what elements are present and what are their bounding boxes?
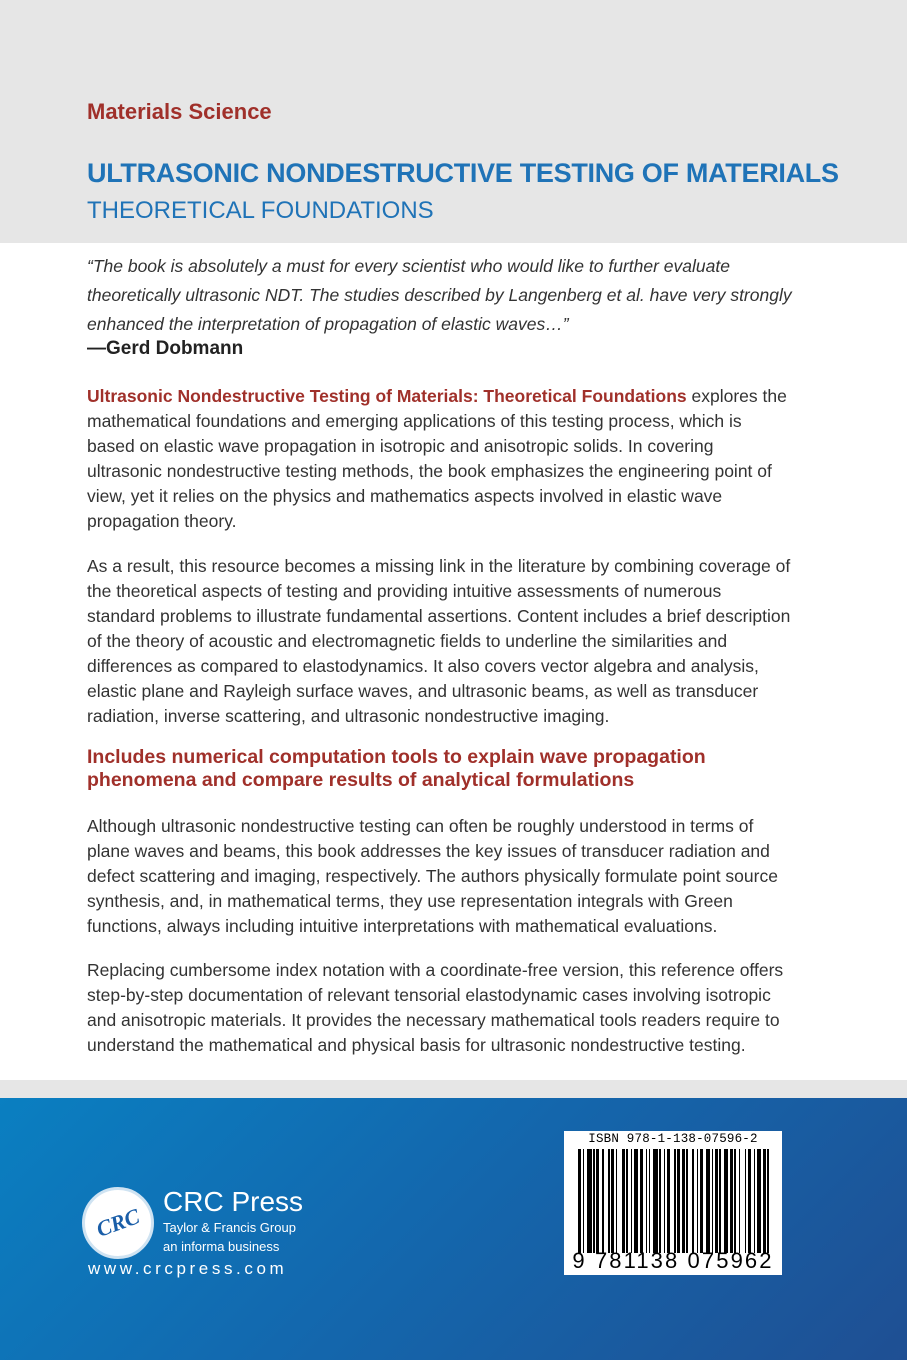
footer-divider: [0, 1080, 907, 1098]
description-paragraph-2: As a result, this resource becomes a missing link in the literature by combining coverage of the theoretical aspects of testing and providing intuitive assessments of numerous standard problems to illustrate fundamental assertions. Content includes a brief description of the theory of acoustic and electromagnetic fields to underline the similarities and differences as compared to elastodynamics. It also covers vector algebra and analysis, elastic plane and Rayleigh surface waves, and ultrasonic beams, as well as transducer radiation, inverse scattering, and ultrasonic nondestructive imaging.: [87, 556, 791, 726]
description-paragraph-4: Replacing cumbersome index notation with a coordinate-free version, this reference offers step-by-step documentation of relevant tensorial elastodynamic cases involving isotropic and anisotropic materials. It provides the necessary mathematical tools readers require to understand the mathematical and physical basis for ultrasonic nondestructive testing.: [87, 960, 784, 1055]
endorsement-quote: “The book is absolutely a must for every scientist who would like to further evaluate theoretically ultrasonic NDT. The studies described by Langenberg et al. have very strongly enhanced the interpretation of propagation of elastic waves…”: [87, 256, 792, 334]
publisher-name: CRC Press: [163, 1186, 304, 1217]
description-paragraph-1: [87, 384, 793, 534]
category-label: Materials Science: [87, 99, 272, 124]
description-paragraph-3: Although ultrasonic nondestructive testing can often be roughly understood in terms of plane waves and beams, this book addresses the key issues of transducer radiation and defect scattering and imaging, respectively. The authors physically formulate point source synthesis, and, in mathematical terms, they use representation integrals with Green functions, always including intuitive interpretations with mathematical evaluations.: [87, 816, 778, 936]
description-text: explores the mathematical foundations and emerging applications of this testing process, which is based on elastic wave propagation in isotropic and anisotropic solids. In covering ultrasonic nondestructive testing methods, the book emphasizes the engineering point of view, yet it relies on the physics and mathematics aspects involved in elastic wave propagation theory.: [87, 386, 787, 531]
description-highlight: Ultrasonic Nondestructive Testing of Materials: Theoretical Foundations: [87, 386, 687, 406]
barcode-bars: [578, 1149, 772, 1253]
publisher-url: www.crcpress.com: [88, 1259, 288, 1278]
barcode-bar: [769, 1149, 772, 1253]
publisher-business: an informa business: [163, 1239, 280, 1254]
book-subtitle: THEORETICAL FOUNDATIONS: [87, 197, 434, 224]
quote-attribution: —Gerd Dobmann: [87, 338, 244, 359]
book-title: ULTRASONIC NONDESTRUCTIVE TESTING OF MATERIALS: [87, 158, 839, 188]
isbn-barcode: [564, 1131, 782, 1275]
isbn-digits: 9 781138 075962: [572, 1248, 774, 1273]
isbn-label: ISBN 978-1-138-07596-2: [588, 1132, 758, 1146]
crc-logo-text: CRC: [92, 1203, 143, 1242]
crc-logo-icon: [82, 1187, 154, 1259]
publisher-group: Taylor & Francis Group: [163, 1220, 296, 1235]
feature-callout: Includes numerical computation tools to explain wave propagation phenomena and compare results of analytical formulations: [87, 746, 706, 791]
